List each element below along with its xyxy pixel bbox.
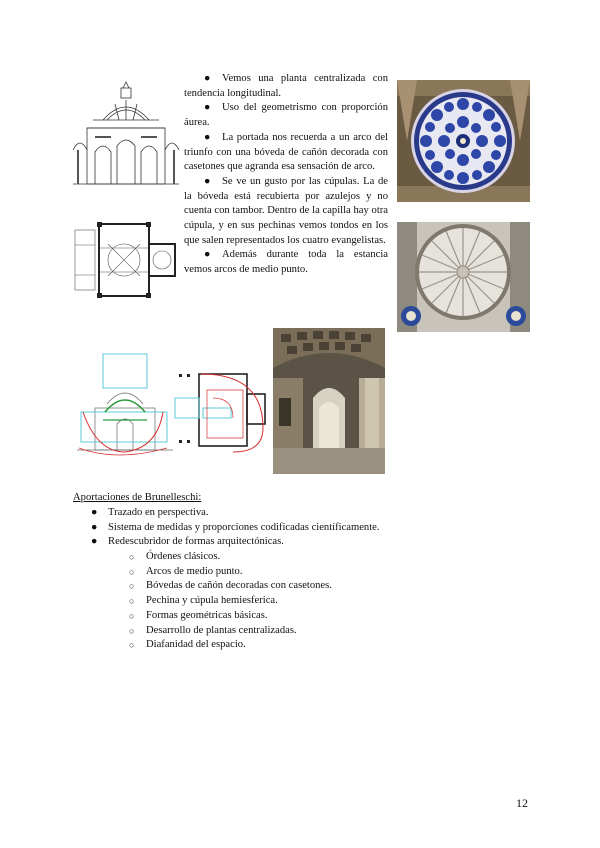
contributions-heading: Aportaciones de Brunelleschi: — [73, 492, 202, 503]
page-number: 12 — [516, 796, 528, 810]
list-item: ● Redescubridor de formas arquitectónicas. — [91, 536, 284, 548]
sublist-item: ○ Órdenes clásicos. — [129, 551, 221, 562]
sublist-item: ○ Formas geométricas básicas. — [129, 609, 268, 621]
intro-bullet: ● Se ve un gusto por las cúpulas. La de la bóveda está recubierta por azulejos y no cuenta con tambor. Dentro de la capilla hay otra cúpula, y en sus pechinas vemos tondos en los que salen representados los cuatro evangelistas. — [184, 175, 388, 246]
ribbed-dome-photo — [397, 222, 530, 332]
sublist-item: ○ Arcos de medio punto. — [129, 565, 243, 577]
contributions-sublist — [129, 550, 332, 653]
coffered-vault-photo — [273, 328, 385, 474]
sublist-item: ○ Pechina y cúpula hemiesferica. — [129, 595, 278, 607]
golden-section-elevation — [77, 352, 173, 456]
tiled-dome-photo — [397, 80, 530, 202]
intro-bullet: ● Vemos una planta centralizada con tendencia longitudinal. — [184, 73, 388, 99]
sublist-item: ○ Bóvedas de cañón decoradas con casetones. — [129, 580, 332, 592]
chapel-plan-drawing — [73, 220, 179, 300]
contributions-list — [91, 506, 380, 550]
intro-bullet: ● Además durante toda la estancia vemos arcos de medio punto. — [184, 249, 388, 276]
chapel-section-drawing — [73, 80, 179, 190]
sublist-item: ○ Diafanidad del espacio. — [129, 639, 246, 651]
sublist-item: ○ Desarrollo de plantas centralizadas. — [129, 624, 297, 636]
intro-text-column — [184, 72, 388, 278]
list-item: ● Sistema de medidas y proporciones codificadas científicamente. — [91, 521, 380, 533]
intro-bullet: ● Uso del geometrismo con proporción áurea. — [184, 102, 388, 129]
intro-bullet: ● La portada nos recuerda a un arco del triunfo con una bóveda de cañón decorada con casetones que agranda esa sensación de arco. — [184, 131, 388, 173]
list-item: ● Trazado en perspectiva. — [91, 507, 209, 518]
golden-section-plan — [173, 368, 269, 454]
